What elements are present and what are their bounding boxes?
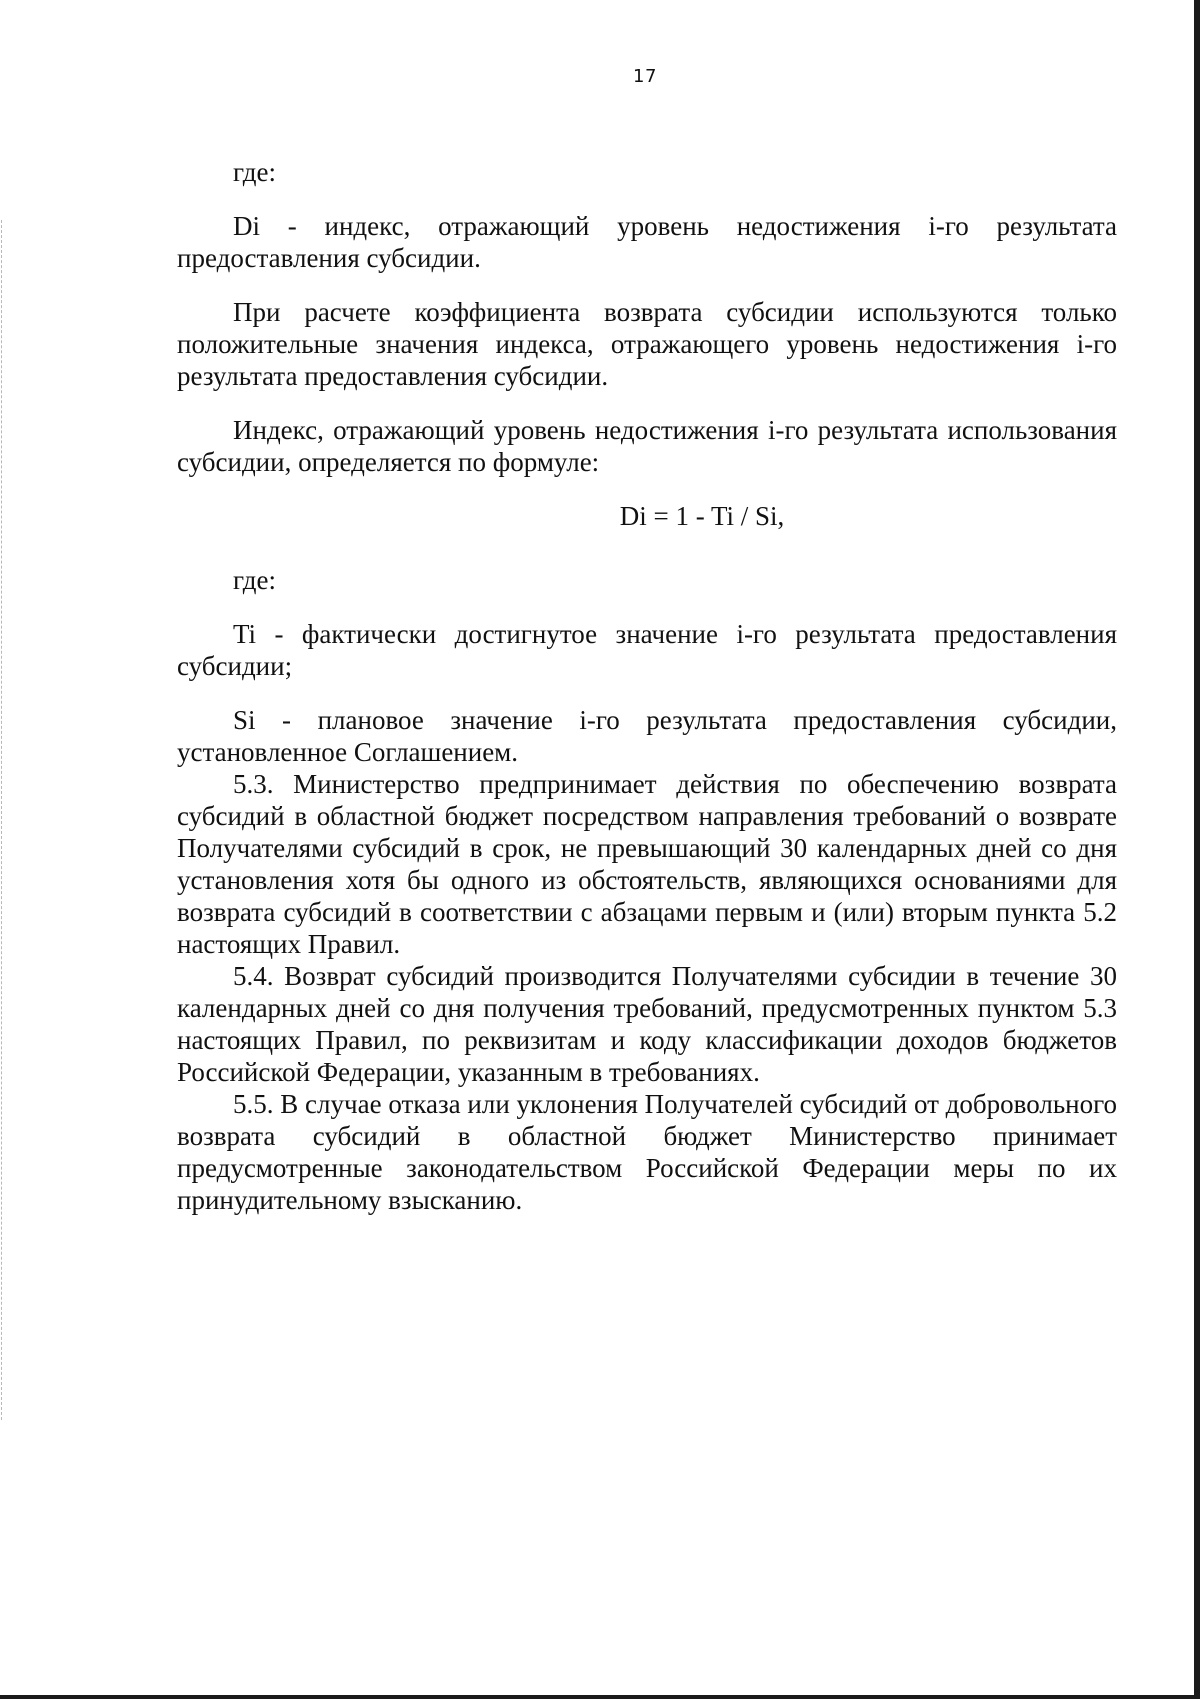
spacer — [177, 596, 1117, 618]
clause-5-4: 5.4. Возврат субсидий производится Получателями субсидии в течение 30 календарных дней со дня получения требований, предусмотренных пунктом 5.3 настоящих Правил, по реквизитам и коду классификации доходов бюджетов Российской Федерации, указанным в требованиях. — [177, 961, 1117, 1087]
spacer — [177, 188, 1117, 210]
spacer — [177, 532, 1117, 564]
spacer — [177, 682, 1117, 704]
ti-definition: Ti - фактически достигнутое значение i-го результата предоставления субсидии; — [177, 619, 1117, 681]
index-intro: Индекс, отражающий уровень недостижения i-го результата использования субсидии, определяется по формуле: — [177, 415, 1117, 477]
spacer — [177, 478, 1117, 500]
document-body — [177, 156, 1117, 1216]
si-definition: Si - плановое значение i-го результата предоставления субсидии, установленное Соглашением. — [177, 705, 1117, 767]
formula: Di = 1 - Ti / Si, — [619, 501, 785, 531]
scan-bottom-edge — [0, 1695, 1200, 1699]
scan-right-edge — [1194, 0, 1200, 1699]
page-number: 17 — [633, 66, 657, 87]
clause-5-3: 5.3. Министерство предпринимает действия по обеспечению возврата субсидий в областной бюджет посредством направления требований о возврате Получателями субсидий в срок, не превышающий 30 календарных дней со дня установления хотя бы одного из обстоятельств, являющихся основаниями для возврата субсидий в соответствии с абзацами первым и (или) вторым пункта 5.2 настоящих Правил. — [177, 769, 1117, 959]
where-label-2: где: — [233, 565, 276, 595]
scan-left-edge — [1, 220, 3, 1420]
calculation-note: При расчете коэффициента возврата субсидии используются только положительные значения индекса, отражающего уровень недостижения i-го результата предоставления субсидии. — [177, 297, 1117, 391]
spacer — [177, 392, 1117, 414]
clause-5-5: 5.5. В случае отказа или уклонения Получателей субсидий от добровольного возврата субсидий в областной бюджет Министерство принимает предусмотренные законодательством Российской Федерации меры по их принудительному взысканию. — [177, 1089, 1117, 1215]
spacer — [177, 274, 1117, 296]
di-definition: Di - индекс, отражающий уровень недостижения i-го результата предоставления субсидии. — [177, 211, 1117, 273]
where-label-1: где: — [233, 157, 276, 187]
